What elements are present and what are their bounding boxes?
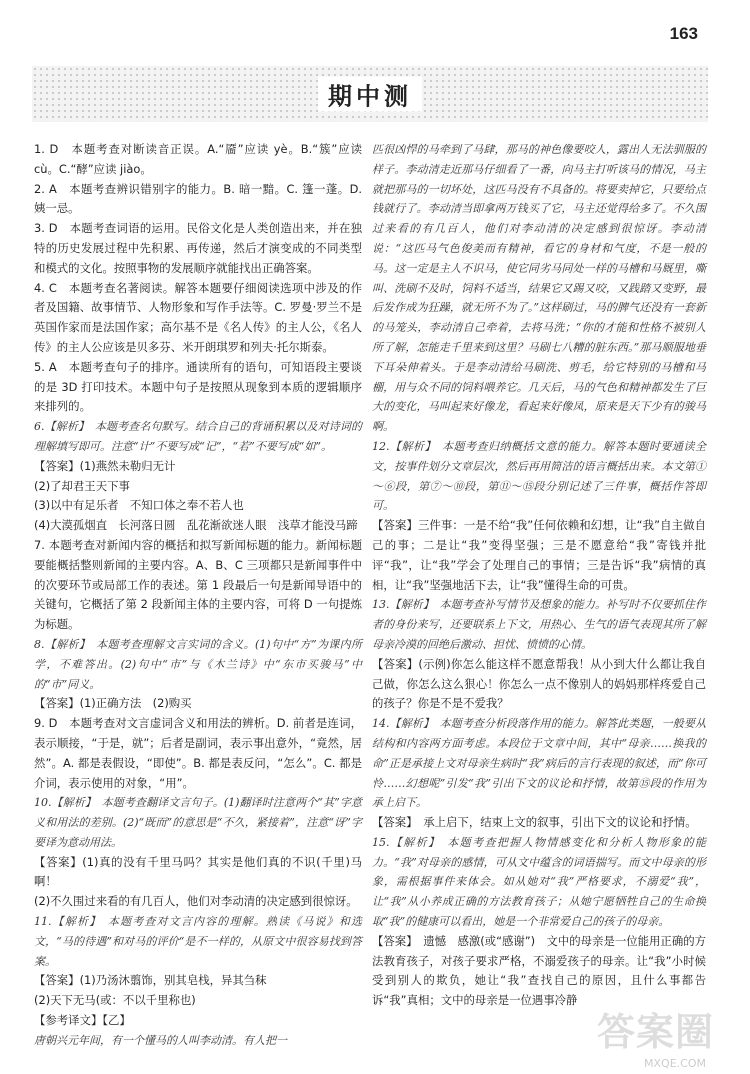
answer-paragraph: 【答案】 遗憾 感激(或“感谢”) 文中的母亲是一位能用正确的方法教育孩子，对孩子要求严格，不溺爱孩子的母亲。让“我”小时候受到别人的欺负，她让“我”查找自己的原因，且什么事都告诉“我”真相；文中的母亲是一位遇事冷静 — [372, 933, 706, 1008]
answer-paragraph: 【答案】(1)燕然未勒归无计 — [34, 458, 176, 473]
answer-paragraph: 7. 本题考查对新闻内容的概括和拟写新闻标题的能力。新闻标题要能概括整则新闻的主要内容。A、B、C 三项都只是新闻事件中的次要环节或局部工作的表述。第 1 段最后一句是新闻导语中的关键句，它概括了第 2 段新闻主体的主要内容，可将 D 一句提炼为标题。 — [34, 537, 362, 632]
answer-paragraph: (2)不久围过来看的有几百人，他们对李动清的决定感到很惊讶。 — [34, 894, 358, 909]
answer-paragraph: 【答案】(示例)你怎么能这样不愿意帮我！从小到大什么都让我自己做，你怎么这么狠心！你怎么一点不像别人的妈妈那样疼爱自己的孩子？你是不是不爱我？ — [372, 656, 706, 711]
answer-paragraph: 14.【解析】 本题考查分析段落作用的能力。解答此类题，一般要从结构和内容两方面考虑。本段位于文章中间，其中“母亲……换我的命”正是承接上文对母亲生病时“我”病后的言行表现的叙述，而“你可怜……幻想呢”引发“我”引出下文的议论和抒情，故第⑮段的作用为承上启下。 — [372, 717, 706, 810]
left-column — [34, 140, 362, 1051]
answer-paragraph: 【答案】(1)乃汤沐翦饰，别其皂栈，异其刍秣 — [34, 973, 267, 988]
answer-paragraph: 12.【解析】 本题考查归纳概括文意的能力。解答本题时要通读全文，按事件划分文章层次，然后再用简洁的语言概括出来。本文第①～⑥段，第⑦～⑩段，第⑪～⑮段分别记述了三件事，概括作答即可。 — [372, 439, 706, 513]
answer-paragraph: (2)了却君王天下事 — [34, 478, 130, 493]
answer-paragraph: 13.【解析】 本题考查补写情节及想象的能力。补写时不仅要抓住作者的身份来写，还要联系上下文，用热心、生气的语气表现其所了解母亲冷漠的回绝后激动、担忧、愤愤的心情。 — [372, 598, 706, 651]
answer-paragraph: (3)以中有足乐者 不知口体之奉不若人也 — [34, 498, 244, 513]
watermark-logo: 答案圈 — [596, 1012, 714, 1054]
answer-paragraph: 【参考译文】【乙】 — [34, 1013, 131, 1028]
watermark-url: MXQE.COM — [644, 1057, 706, 1070]
answer-paragraph: 6.【解析】 本题考查名句默写。结合自己的背诵积累以及对诗词的理解填写即可。注意“计”不要写成“记”，“若”不要写成“如”。 — [34, 420, 362, 453]
answer-paragraph: (2)天下无马(或：不以千里称也) — [34, 993, 196, 1008]
answer-paragraph: 【答案】 承上启下，结束上文的叙事，引出下文的议论和抒情。 — [372, 815, 697, 830]
answer-paragraph: 唐朝兴元年间，有一个懂马的人叫李动清。有人把一 — [34, 1033, 287, 1047]
answer-paragraph: 11.【解析】 本题考查对文言内容的理解。熟读《马说》和选文，“马的待遇”和对马的评价“是不一样的，从原文中很容易找到答案。 — [34, 915, 362, 968]
answer-paragraph: 匹很凶悍的马牵到了马肆，那马的神色像要咬人，露出人无法驯服的样子。李动清走近那马仔细看了一番，向马主打听该马的情况，马主就把那马的一切坏处，这匹马没有不具备的。将要卖掉它，只要给点钱就行了。李动清当即拿两万钱买了它，马主还觉得给多了。不久围过来看的有几百人，他们对李动清的决定感到很惊讶。李动清说：“这匹马气色俊美而有精神，看它的身材和气度，不是一般的马。这一定是主人不识马，使它同劣马同处一样的马槽和马厩里，嘶叫、洗刷不及时，饲料不适当，结果它又踢又咬，又践踏又变野，最后发作成为狂躁，就无所不为了。”这样刷过，马的脾气还没有一套新的马笼头，李动清自己牵着，去将马洗；“你的才能和性格不被别人所了解，怎能走千里来到这里？马刷七八糟的脏东西。”那马顺服地垂下耳朵伸着头。于是李动清给马刷洗、剪毛，给它特别的马槽和马棚，用与众不同的饲料喂养它。几天后，马的气色和精神都发生了巨大的变化，马叫起来好像龙，看起来好像凤，原来是天下少有的骏马啊。 — [372, 143, 706, 434]
answer-paragraph: 5. A 本题考查句子的排序。通读所有的语句，可知语段主要谈的是 3D 打印技术。本题中句子是按照从现象到本质的逻辑顺序来排列的。 — [34, 359, 362, 414]
answer-paragraph: 15.【解析】 本题考查把握人物情感变化和分析人物形象的能力。“我”对母亲的感情，可从文中蕴含的词语揣写。而文中母亲的形象，需根据事件来体会。如从她对“我”严格要求，不溺爱“我”，让“我”从小养成正确的方法教育孩子；从她宁愿牺牲自己的生命换取“我”的健康可以看出，她是一个非常爱自己的孩子的母亲。 — [372, 835, 706, 929]
answer-paragraph: 1. D 本题考查对断读音正误。A.“靥”应读 yè。B.“簇”应读 cù。C.“酵”应读 jiào。 — [34, 142, 362, 176]
right-column — [372, 140, 706, 1011]
page-number: 163 — [669, 24, 698, 43]
answer-paragraph: 3. D 本题考查词语的运用。民俗文化是人类创造出来，并在独特的历史发展过程中先积累、再传递，然后才演变成的不同类型和模式的文化。按照事物的发展顺序就能找出正确答案。 — [34, 221, 362, 275]
answer-paragraph: 8.【解析】 本题考查理解文言实词的含义。(1)句中“方”为课内所学，不难答出。(2)句中“市”与《木兰诗》中“东市买骏马”中的“市”同义。 — [34, 637, 362, 691]
answer-paragraph: 【答案】(1)真的没有千里马吗？其实是他们真的不识(千里)马啊！ — [34, 854, 362, 889]
answer-paragraph: 10.【解析】 本题考查翻译文言句子。(1)翻译时注意两个“其”字意义和用法的差别。(2)“既而”的意思是“不久，紧接着”，注意“讶”字要译为意动用法。 — [34, 796, 362, 849]
title-banner — [32, 66, 708, 122]
answer-paragraph: 【答案】三件事：一是不给“我”任何依赖和幻想，让“我”自主做自己的事；二是让“我”变得坚强；三是不愿意给“我”寄钱并批评“我”，让“我”学会了处理自己的事情；三是告诉“我”病情的真相，让“我”坚强地活下去，让“我”懂得生命的可贵。 — [372, 518, 706, 592]
answer-paragraph: 【答案】(1)正确方法 (2)购买 — [34, 696, 192, 711]
answer-paragraph: 9. D 本题考查对文言虚词含义和用法的辨析。D. 前者是连词，表示顺接，“于是，就”；后者是副词，表示事出意外，“竟然，居然”。A. 都是表假设，“即使”。B. 都是表反问，“怎么”。C. 都是介词，表示使用的对象，“用”。 — [34, 716, 362, 790]
answer-paragraph: 4. C 本题考查名著阅读。解答本题要仔细阅读选项中涉及的作者及国籍、故事情节、人物形象和写作手法等。C. 罗曼·罗兰不是英国作家而是法国作家；高尔基不是《名人传》的主人公，《名人传》的主人公应该是贝多芬、米开朗琪罗和列夫·托尔斯泰。 — [34, 280, 362, 354]
answer-paragraph: 2. A 本题考查辨识错别字的能力。B. 暗一黯。C. 篷一蓬。D. 姨一忌。 — [34, 181, 362, 216]
page-title: 期中测 — [318, 77, 422, 112]
answer-paragraph: (4)大漠孤烟直 长河落日圆 乱花渐欲迷人眼 浅草才能没马蹄 — [34, 518, 358, 533]
